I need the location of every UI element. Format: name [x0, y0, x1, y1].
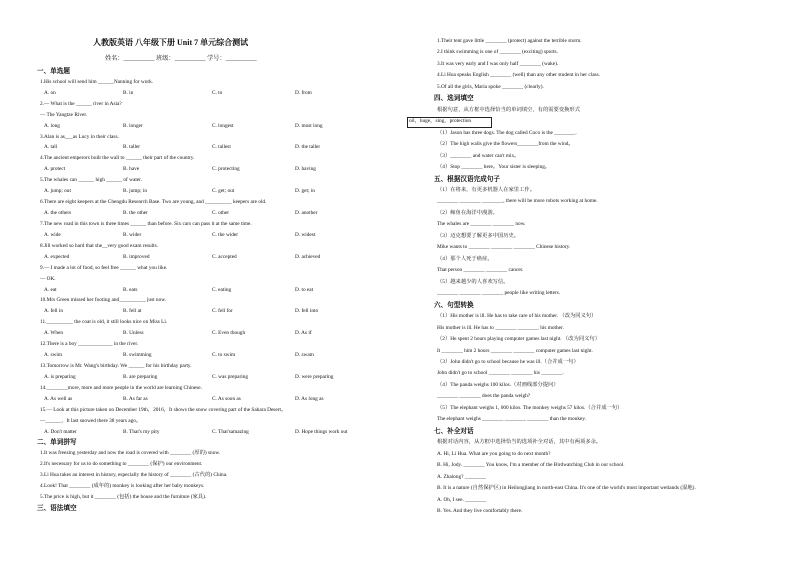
- option-c[interactable]: C. eating: [212, 286, 232, 293]
- option-a[interactable]: A. wide: [44, 231, 61, 238]
- text-line: （3）John didn't go to school because he was ill.（合并成一句）: [437, 358, 579, 365]
- text-line: 11.__________ the coat is old, it still looks nice on Miss Li.: [40, 319, 168, 326]
- text-line: 2.I think swimming is one of ________ (exciting) sports.: [437, 49, 558, 56]
- student-info-line: 姓名：__________ 班级：__________ 学号：__________: [105, 55, 257, 62]
- text-line: 4.Li Hua speaks English ________ (well) than any other student in her class.: [437, 72, 600, 79]
- section-heading: 七、补全对话: [434, 426, 474, 435]
- options-row: [0, 308, 397, 314]
- option-d[interactable]: D. As long as: [295, 395, 324, 402]
- option-a[interactable]: A. As well as: [44, 395, 73, 402]
- option-a[interactable]: A. is preparing: [44, 373, 76, 380]
- text-line: 14.________more, more and more people in the world are learning Chinese.: [40, 384, 202, 391]
- text-line: 3.Alan is as___as Lucy in their class.: [40, 133, 119, 140]
- text-line: A. Zhalong? ________: [437, 473, 486, 480]
- option-c[interactable]: C. to: [212, 89, 223, 96]
- text-line: 7.The new road in this town is three times ______ than before. Six cars can pass it at the same time.: [40, 220, 252, 227]
- option-a[interactable]: A. expected: [44, 253, 70, 260]
- option-a[interactable]: A. tall: [44, 144, 58, 151]
- option-a[interactable]: A. fell in: [44, 308, 63, 315]
- text-line: （5）The elephant weighs 1, 000 kilos. The monkey weighs 57 kilos.（合并成一句）: [437, 404, 623, 411]
- option-c[interactable]: C. other: [212, 210, 230, 217]
- options-row: [0, 144, 397, 150]
- text-line: It ________ him 2 hours ________ ________ computer games last night.: [437, 347, 593, 354]
- text-line: 10.Mrs Green missed her footing and__________ just now.: [40, 297, 167, 304]
- text-line: — The Yangtze River.: [40, 111, 88, 118]
- text-line: His mother is ill. He has to ________ ________ his mother.: [437, 324, 564, 331]
- text-line: —______，It last snowed there 38 years ago。: [40, 417, 142, 424]
- text-line: （3）迈克想要了解更多中国历史。: [437, 232, 520, 239]
- option-c[interactable]: C. the wider: [212, 231, 239, 238]
- word-box-text: oil，huge，sing，protection: [409, 118, 472, 125]
- text-line: 1.His school will send him ______Nanning for work.: [40, 78, 154, 85]
- text-line: （2）鲸鱼在海洋中漫游。: [437, 209, 498, 216]
- text-line: 9.— I made a lot of food, so feel free ______ what you like.: [40, 264, 168, 271]
- options-row: [0, 429, 397, 435]
- worksheet-title: 人教版英语 八年级下册 Unit 7 单元综合测试: [93, 38, 249, 47]
- option-b[interactable]: B. Unless: [123, 330, 144, 337]
- option-d[interactable]: D. were preparing: [295, 373, 334, 380]
- section-heading: 一、单选题: [37, 67, 70, 75]
- options-row: [0, 330, 397, 336]
- text-line: Mike wants to ________ ________ ________ Chinese history.: [437, 244, 571, 251]
- option-b[interactable]: B. wider: [123, 231, 142, 238]
- text-line: 6.There are eight keepers at the Chengdu Research Base. Two are young, and __________ keepers are old.: [40, 199, 267, 206]
- text-line: （1）Jason has three dogs. The dog called Coco is the ________.: [437, 129, 577, 136]
- options-row: [0, 188, 397, 194]
- text-line: The whales are ________ ________ now.: [437, 221, 526, 228]
- text-line: A. Oh, I see. ________: [437, 496, 487, 503]
- text-line: 2.— What is the ______ river in Asia?: [40, 100, 122, 107]
- option-c[interactable]: C. fell for: [212, 308, 233, 315]
- option-d[interactable]: D. swam: [295, 352, 314, 359]
- options-row: [0, 123, 397, 129]
- option-d[interactable]: D. to eat: [295, 286, 314, 293]
- text-line: 1.Their tent gave little ________ (protect) against the terrible storm.: [437, 38, 582, 44]
- option-c[interactable]: C. accepted: [212, 253, 237, 260]
- option-b[interactable]: B. fell at: [123, 308, 142, 315]
- text-line: That person ________ ________ cancer.: [437, 267, 524, 274]
- text-line: 12.There is a boy _____________ in the river.: [40, 341, 139, 348]
- text-line: （4）那个人死于癌症。: [437, 255, 493, 262]
- option-c[interactable]: C. longest: [212, 122, 234, 129]
- option-a[interactable]: A. swim: [44, 352, 62, 359]
- option-d[interactable]: D. another: [295, 210, 318, 217]
- text-line: （3）________ and water can't mix。: [437, 152, 520, 159]
- option-b[interactable]: B. taller: [123, 144, 141, 151]
- text-line: A. Hi, Li Hua. What are you going to do next month?: [437, 450, 551, 457]
- option-a[interactable]: A. the others: [44, 210, 72, 217]
- option-b[interactable]: B. eats: [123, 286, 138, 293]
- option-b[interactable]: B. As far as: [123, 395, 148, 402]
- option-a[interactable]: A. Don't matter: [44, 428, 77, 435]
- text-line: 5.The price is high, but it ________ (包括) the house and the furniture (家具).: [40, 494, 207, 501]
- options-row: [0, 287, 397, 293]
- options-row: [0, 352, 397, 358]
- text-line: （4）The panda weighs 100 kilos.（对画线部分提问）: [437, 381, 559, 388]
- options-row: [0, 374, 397, 380]
- text-line: — OK.: [40, 275, 56, 282]
- option-d[interactable]: D. As if: [295, 330, 312, 337]
- option-c[interactable]: C. was preparing: [212, 373, 249, 380]
- option-a[interactable]: A. protect: [44, 166, 66, 173]
- option-b[interactable]: B. That's my pity: [123, 428, 160, 435]
- option-d[interactable]: D. most long: [295, 122, 323, 129]
- option-c[interactable]: C. As soon as: [212, 395, 241, 402]
- option-d[interactable]: D. widest: [295, 231, 316, 238]
- text-line: ________ ________ ________ people like writing letters.: [437, 290, 561, 297]
- option-c[interactable]: C. protecting: [212, 166, 240, 173]
- option-c[interactable]: C. That'samazing: [212, 428, 249, 435]
- text-line: B. It is a nature (自然保护区) in Heilongjiang in north-east China. It's one of the world's most important wetlands (湿地).: [437, 485, 696, 492]
- option-b[interactable]: B. are preparing: [123, 373, 158, 380]
- option-c[interactable]: C. tallest: [212, 144, 231, 151]
- text-line: （2）He spent 2 hours playing computer games last night. （改为同义句）: [437, 336, 601, 343]
- section-heading: 六、句型转换: [434, 300, 474, 309]
- option-b[interactable]: B. swimming: [123, 352, 152, 359]
- word-box: [407, 117, 492, 128]
- option-c[interactable]: C. get; out: [212, 188, 235, 195]
- option-d[interactable]: D. Hope things work out: [295, 428, 348, 435]
- option-d[interactable]: D. achieved: [295, 253, 321, 260]
- text-line: ________ ________ ________, there will be more robots working at home.: [437, 198, 598, 205]
- option-d[interactable]: D. fell into: [295, 308, 319, 315]
- option-b[interactable]: B. the other: [123, 210, 148, 217]
- text-line: 5.Of all the girls, Maria spoke ________ (clearly).: [437, 83, 544, 90]
- option-d[interactable]: D. the taller: [295, 144, 321, 151]
- option-b[interactable]: B. in: [123, 89, 134, 96]
- options-row: [0, 166, 397, 172]
- text-line: The elephant weighs ________ ________ ________ than the monkey.: [437, 416, 586, 423]
- text-line: John didn't go to school ________ ________ his ________.: [437, 370, 564, 377]
- option-b[interactable]: B. improved: [123, 253, 150, 260]
- option-a[interactable]: A. When: [44, 330, 64, 337]
- option-a[interactable]: A. jump; out: [44, 188, 71, 195]
- text-line: （1）在将来，有更多机器人在家里工作。: [437, 187, 535, 194]
- text-line: 根据句意，从方框中选择恰当的单词填空，有的需要变换形式: [437, 106, 581, 113]
- option-c[interactable]: C. Even though: [212, 330, 246, 337]
- option-c[interactable]: C. to swim: [212, 352, 236, 359]
- options-row: [0, 232, 397, 238]
- text-line: 15.— Look at this picture taken on December 19th，2016，It shows the snow covering part of the Sahara Desert。: [40, 406, 287, 413]
- text-line: 5.The whales can ______ high ______ of water.: [40, 177, 142, 184]
- option-a[interactable]: A. long: [44, 122, 60, 129]
- text-line: 3.It was very early and I was only half ________ (wake).: [437, 60, 559, 67]
- option-b[interactable]: B. longer: [123, 122, 143, 129]
- option-b[interactable]: B. have: [123, 166, 140, 173]
- text-line: 4.Look! That ________ (成年的) monkey is looking after her baby monkeys.: [40, 483, 205, 490]
- text-line: 根据对话内容，从方框中选择恰当的选项补全对话，其中有两项多余。: [437, 439, 602, 446]
- text-line: （1）His mother is ill. He has to take care of his mother. （改为同义句）: [437, 313, 597, 320]
- text-line: ________ ________ does the panda weigh?: [437, 393, 531, 400]
- options-row: [0, 254, 397, 260]
- text-line: 3.Li Hua takes an interest in history, especially the history of ________ (古代的) China.: [40, 472, 228, 479]
- options-row: [0, 210, 397, 216]
- option-a[interactable]: A. eat: [44, 286, 57, 293]
- text-line: 13.Tomorrow is Mr. Wang's birthday. We ______ for his birthday party.: [40, 362, 192, 369]
- section-heading: 五、根据汉语完成句子: [434, 174, 500, 183]
- option-d[interactable]: D. get; in: [295, 188, 315, 195]
- text-line: （4）Stop ________ here。Your sister is sleeping。: [437, 164, 551, 171]
- text-line: B. Yes. And they live comfortably there.: [437, 508, 523, 514]
- text-line: 8.Jill worked so hard that she__very good exam results.: [40, 242, 158, 249]
- section-heading: 三、语法填空: [37, 504, 77, 512]
- option-a[interactable]: A. on: [44, 89, 56, 96]
- text-line: 1.It was freezing yesterday and now the road is covered with ________ (厚的) snow.: [40, 450, 221, 457]
- section-heading: 四、选词填空: [434, 94, 474, 103]
- text-line: 4.The ancient emperors built the wall to ______ their part of the country.: [40, 155, 195, 162]
- text-line: B. Hi, Jody. ________ You know, I'm a member of the Birdwatching Club in our school.: [437, 462, 625, 469]
- text-line: （5）越来越少的人喜欢写信。: [437, 278, 509, 285]
- option-d[interactable]: D. having: [295, 166, 316, 173]
- option-d[interactable]: D. from: [295, 89, 312, 96]
- section-heading: 二、单词拼写: [37, 438, 77, 447]
- options-row: [0, 396, 397, 402]
- text-line: 2.It's necessary for us to do something to ________ (保护) our environment.: [40, 461, 203, 468]
- options-row: [0, 90, 397, 96]
- option-b[interactable]: B. jump; in: [123, 188, 147, 195]
- text-line: （2）The high walls give the flowers________from the wind。: [437, 141, 574, 148]
